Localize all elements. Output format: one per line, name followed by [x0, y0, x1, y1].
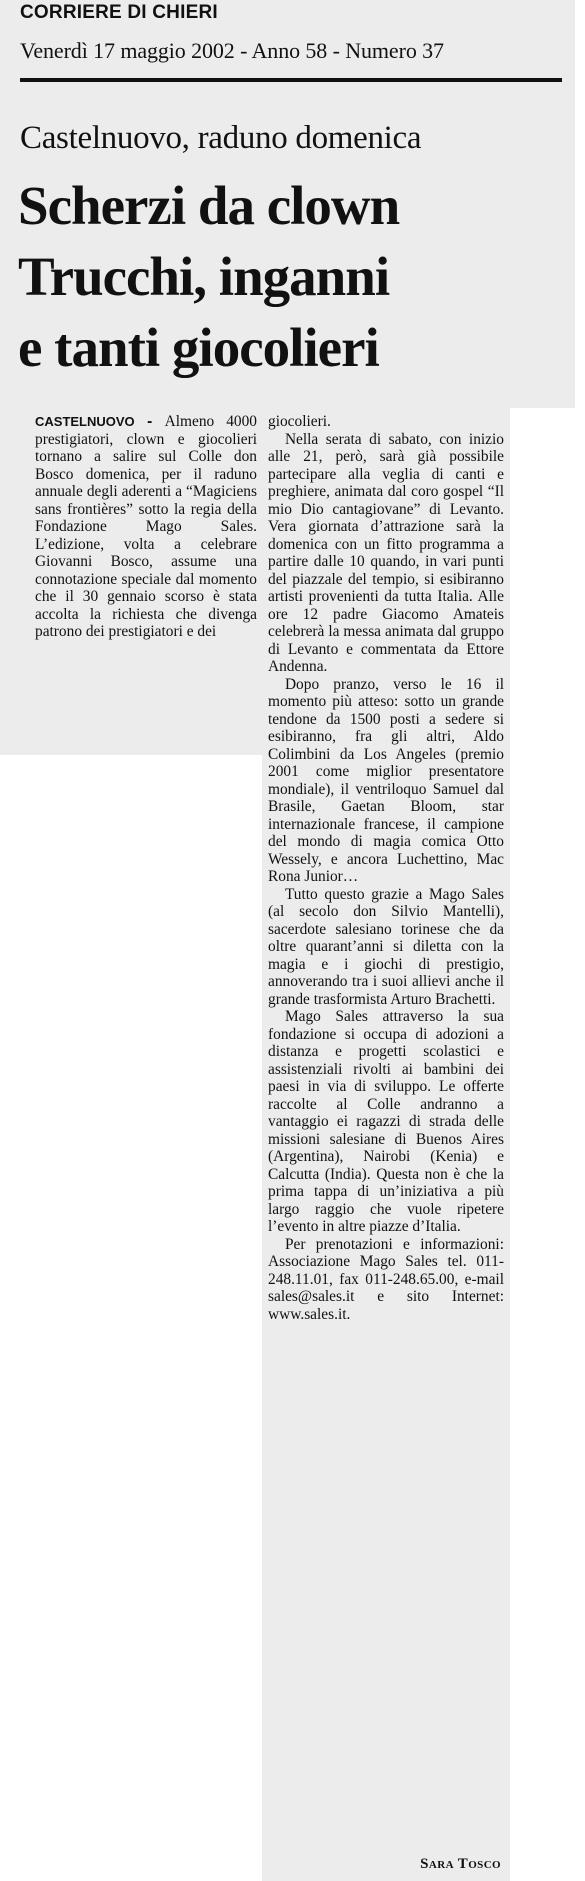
- headline-line-3: e tanti giocolieri: [18, 317, 379, 378]
- article-dateline: CASTELNUOVO: [35, 414, 135, 429]
- article-paragraph: Per prenotazioni e informazioni: Associazione Mago Sales tel. 011-248.11.01, fax 011-248.65.00, e-mail sales@sales.it e sito Internet: www.sales.it.: [268, 1235, 504, 1323]
- dateline-separator: -: [134, 413, 165, 430]
- article-column-right: [268, 413, 504, 1323]
- headline-line-1: Scherzi da clown: [18, 175, 400, 236]
- article-author: Sara Tosco: [420, 1856, 501, 1872]
- article-kicker: Castelnuovo, raduno domenica: [20, 120, 422, 156]
- article-paragraph: Nella serata di sabato, con inizio alle 21, però, sarà già possibile partecipare alla veglia di canti e preghiere, animata dal coro gospel “Il mio Dio cantagiovane” di Levanto. Vera giornata d’attrazione sarà la domenica con un fitto programma a partire dalle 10 quando, in vari punti del piazzale del tempio, si esibiranno artisti provenienti da tutta Italia. Alle ore 12 padre Giacomo Amateis celebrerà la messa animata dal gruppo di Levanto e commentata da Ettore Andenna.: [268, 430, 504, 675]
- article-paragraph: Dopo pranzo, verso le 16 il momento più atteso: sotto un grande tendone da 1500 posti a sedere si esibiranno, fra gli altri, Aldo Colimbini da Los Angeles (premio 2001 come miglior presentatore mondiale), il ventriloquo Samuel dal Brasile, Gaetan Bloom, star internazionale francese, il campione del mondo di magia comica Otto Wessely, e ancora Luchettino, Mac Rona Junior…: [268, 675, 504, 885]
- article-paragraph: [35, 413, 257, 641]
- article-paragraph: giocolieri.: [268, 413, 331, 430]
- article-column-left: [35, 413, 257, 641]
- article-paragraph: Tutto questo grazie a Mago Sales (al secolo don Silvio Mantelli), sacerdote salesiano torinese che da oltre quarant’anni si diletta con la magia e i giochi di prestigio, annoverando tra i suoi allievi anche il grande trasformista Arturo Brachetti.: [268, 885, 504, 1008]
- newspaper-name: CORRIERE DI CHIERI: [20, 2, 218, 23]
- headline-line-2: Trucchi, inganni: [18, 246, 390, 307]
- masthead-rule: [20, 78, 562, 82]
- issue-date-line: Venerdì 17 maggio 2002 - Anno 58 - Numero 37: [20, 38, 444, 63]
- article-paragraph: Mago Sales attraverso la sua fondazione si occupa di adozioni a distanza e progetti scolastici e assistenziali rivolti ai bambini dei paesi in via di sviluppo. Le offerte raccolte al Colle andranno a vantaggio ei ragazzi di strada delle missioni salesiane di Buenos Aires (Argentina), Nairobi (Kenia) e Calcutta (India). Questa non è che la prima tappa di un’iniziativa a più largo raggio che vuole ripetere l’evento in altre piazze d’Italia.: [268, 1008, 504, 1235]
- left-column-text: Almeno 4000 prestigiatori, clown e giocolieri tornano a salire sul Colle don Bosco domenica, per il raduno annuale degli aderenti a “Magiciens sans frontières” sotto la regia della Fondazione Mago Sales. L’edizione, volta a celebrare Giovanni Bosco, assume una connotazione speciale dal momento che il 30 gennaio scorso è stata accolta la richiesta che divenga patrono dei prestigiatori e dei: [35, 413, 257, 640]
